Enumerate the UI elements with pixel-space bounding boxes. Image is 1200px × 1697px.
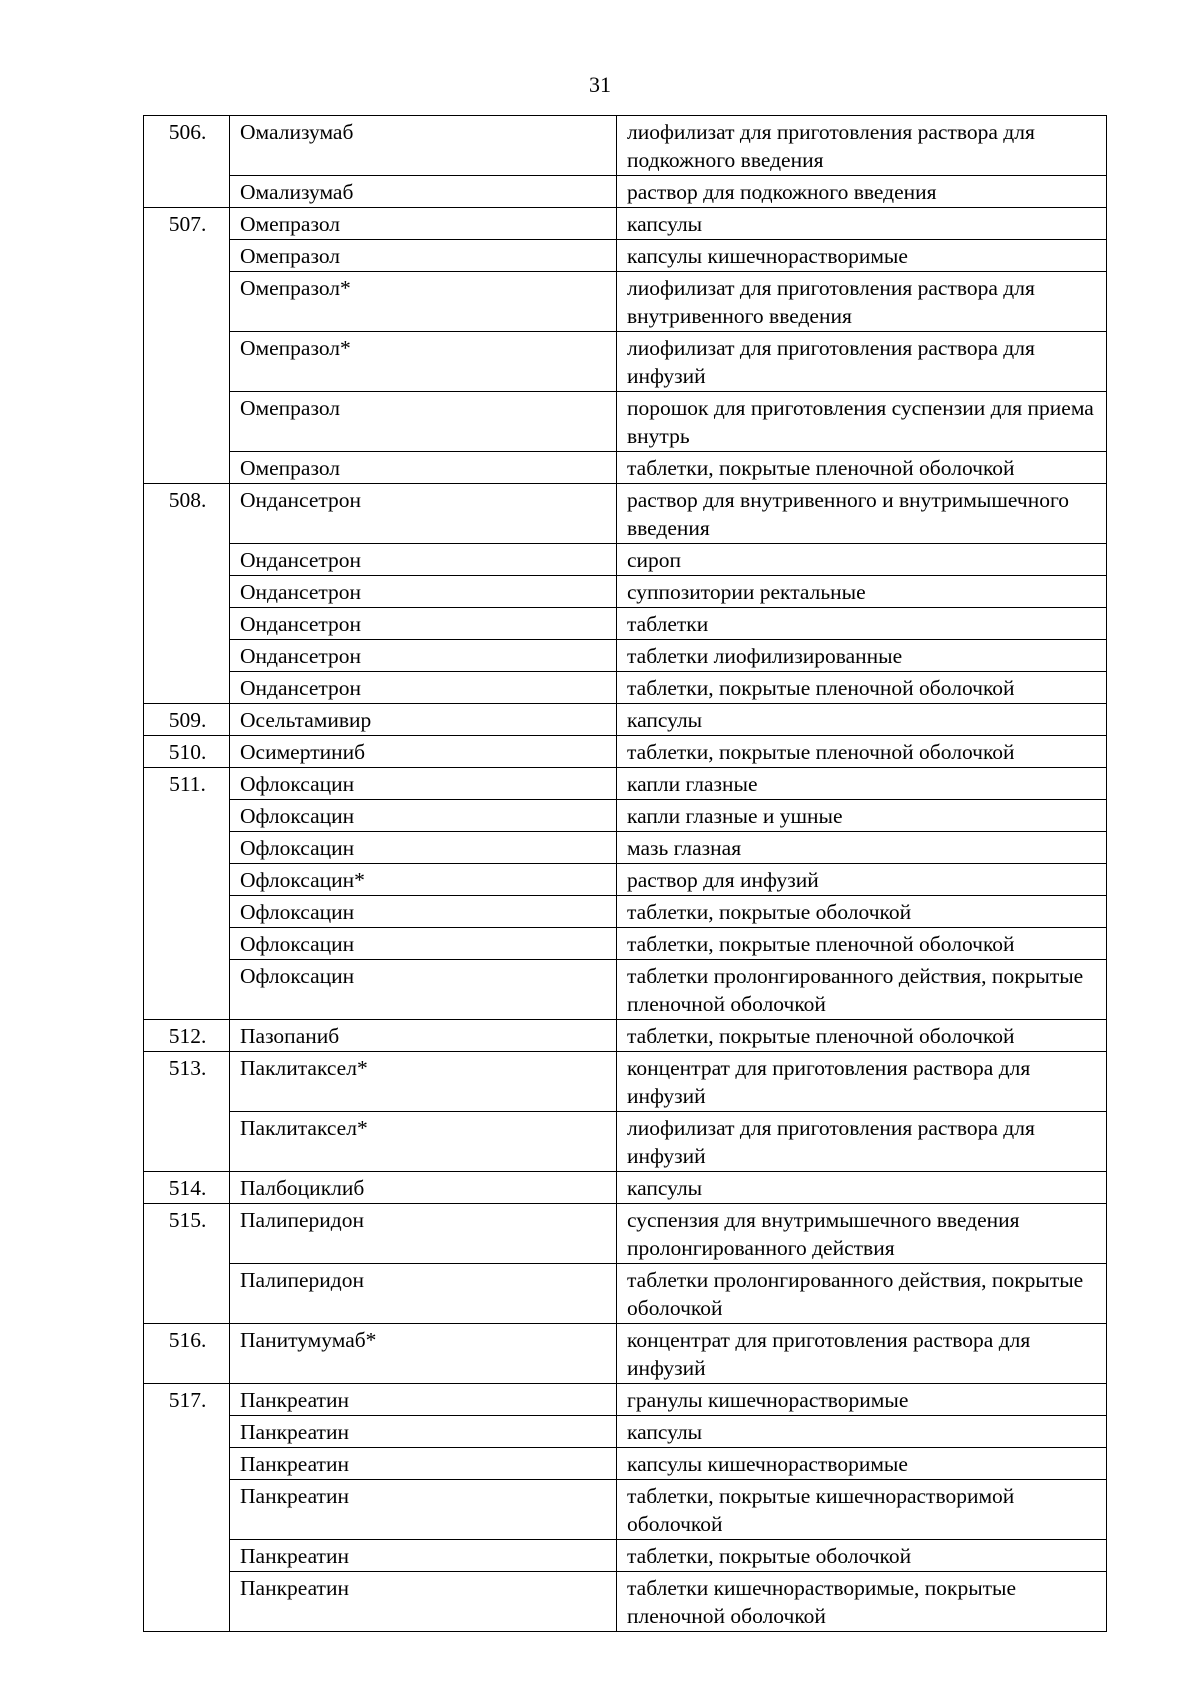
table-row	[144, 864, 1107, 896]
table-row	[144, 272, 1107, 332]
row-number-cell	[144, 544, 230, 576]
row-number-cell	[144, 800, 230, 832]
table-row	[144, 1204, 1107, 1264]
row-number-cell	[144, 176, 230, 208]
dosage-form-cell: таблетки кишечнорастворимые, покрытые пленочной оболочкой	[617, 1572, 1107, 1632]
table-row	[144, 928, 1107, 960]
table-row	[144, 1572, 1107, 1632]
dosage-form-cell: капсулы	[617, 1172, 1107, 1204]
table-row	[144, 608, 1107, 640]
row-number-cell	[144, 608, 230, 640]
table-row	[144, 640, 1107, 672]
drug-name-cell: Панкреатин	[230, 1540, 617, 1572]
row-number-cell: 515.	[144, 1204, 230, 1264]
drug-name-cell: Ондансетрон	[230, 576, 617, 608]
page-number: 31	[589, 72, 611, 97]
row-number-cell: 516.	[144, 1324, 230, 1384]
row-number-cell	[144, 332, 230, 392]
drug-name-cell: Ондансетрон	[230, 672, 617, 704]
dosage-form-cell: таблетки, покрытые оболочкой	[617, 1540, 1107, 1572]
row-number-cell	[144, 272, 230, 332]
dosage-form-cell: таблетки пролонгированного действия, покрытые оболочкой	[617, 1264, 1107, 1324]
table-row	[144, 116, 1107, 176]
dosage-form-cell: капсулы кишечнорастворимые	[617, 1448, 1107, 1480]
drug-table	[143, 115, 1107, 1632]
table-row	[144, 672, 1107, 704]
drug-name-cell: Омепразол*	[230, 332, 617, 392]
row-number-cell	[144, 1540, 230, 1572]
dosage-form-cell: таблетки, покрытые пленочной оболочкой	[617, 1020, 1107, 1052]
dosage-form-cell: мазь глазная	[617, 832, 1107, 864]
dosage-form-cell: таблетки, покрытые пленочной оболочкой	[617, 736, 1107, 768]
row-number-cell: 508.	[144, 484, 230, 544]
drug-name-cell: Омализумаб	[230, 176, 617, 208]
drug-name-cell: Ондансетрон	[230, 608, 617, 640]
row-number-cell: 512.	[144, 1020, 230, 1052]
drug-name-cell: Осельтамивир	[230, 704, 617, 736]
row-number-cell: 506.	[144, 116, 230, 176]
row-number-cell	[144, 896, 230, 928]
row-number-cell	[144, 832, 230, 864]
table-row	[144, 1264, 1107, 1324]
dosage-form-cell: капли глазные	[617, 768, 1107, 800]
drug-name-cell: Ондансетрон	[230, 640, 617, 672]
dosage-form-cell: лиофилизат для приготовления раствора для внутривенного введения	[617, 272, 1107, 332]
table-row	[144, 1324, 1107, 1384]
row-number-cell: 514.	[144, 1172, 230, 1204]
drug-name-cell: Паклитаксел*	[230, 1112, 617, 1172]
table-row	[144, 576, 1107, 608]
drug-name-cell: Панкреатин	[230, 1480, 617, 1540]
drug-name-cell: Ондансетрон	[230, 484, 617, 544]
table-row	[144, 960, 1107, 1020]
drug-name-cell: Офлоксацин	[230, 800, 617, 832]
dosage-form-cell: раствор для подкожного введения	[617, 176, 1107, 208]
drug-name-cell: Палиперидон	[230, 1204, 617, 1264]
table-row	[144, 452, 1107, 484]
table-row	[144, 1052, 1107, 1112]
drug-name-cell: Панитумумаб*	[230, 1324, 617, 1384]
row-number-cell	[144, 960, 230, 1020]
dosage-form-cell: капсулы	[617, 208, 1107, 240]
drug-name-cell: Омепразол	[230, 208, 617, 240]
row-number-cell: 510.	[144, 736, 230, 768]
dosage-form-cell: капсулы кишечнорастворимые	[617, 240, 1107, 272]
table-row	[144, 544, 1107, 576]
table-row	[144, 332, 1107, 392]
table-row	[144, 1480, 1107, 1540]
row-number-cell: 517.	[144, 1384, 230, 1416]
row-number-cell	[144, 576, 230, 608]
dosage-form-cell: таблетки, покрытые оболочкой	[617, 896, 1107, 928]
drug-name-cell: Омализумаб	[230, 116, 617, 176]
dosage-form-cell: лиофилизат для приготовления раствора для подкожного введения	[617, 116, 1107, 176]
drug-name-cell: Офлоксацин	[230, 960, 617, 1020]
dosage-form-cell: раствор для внутривенного и внутримышечного введения	[617, 484, 1107, 544]
row-number-cell: 509.	[144, 704, 230, 736]
table-row	[144, 1448, 1107, 1480]
table-row	[144, 240, 1107, 272]
drug-name-cell: Палбоциклиб	[230, 1172, 617, 1204]
drug-name-cell: Омепразол*	[230, 272, 617, 332]
drug-name-cell: Офлоксацин	[230, 832, 617, 864]
row-number-cell	[144, 672, 230, 704]
drug-name-cell: Офлоксацин*	[230, 864, 617, 896]
dosage-form-cell: лиофилизат для приготовления раствора для инфузий	[617, 1112, 1107, 1172]
drug-name-cell: Офлоксацин	[230, 928, 617, 960]
drug-name-cell: Омепразол	[230, 240, 617, 272]
drug-name-cell: Панкреатин	[230, 1416, 617, 1448]
dosage-form-cell: таблетки, покрытые пленочной оболочкой	[617, 928, 1107, 960]
table-row	[144, 1416, 1107, 1448]
table-row	[144, 1112, 1107, 1172]
table-row	[144, 1384, 1107, 1416]
row-number-cell	[144, 928, 230, 960]
drug-name-cell: Панкреатин	[230, 1572, 617, 1632]
row-number-cell	[144, 452, 230, 484]
row-number-cell	[144, 1448, 230, 1480]
table-row	[144, 704, 1107, 736]
drug-name-cell: Ондансетрон	[230, 544, 617, 576]
dosage-form-cell: таблетки пролонгированного действия, покрытые пленочной оболочкой	[617, 960, 1107, 1020]
dosage-form-cell: капсулы	[617, 704, 1107, 736]
drug-name-cell: Палиперидон	[230, 1264, 617, 1324]
table-row	[144, 484, 1107, 544]
table-row	[144, 1540, 1107, 1572]
row-number-cell: 511.	[144, 768, 230, 800]
drug-name-cell: Панкреатин	[230, 1384, 617, 1416]
row-number-cell	[144, 240, 230, 272]
table-body	[144, 116, 1107, 1632]
dosage-form-cell: лиофилизат для приготовления раствора для инфузий	[617, 332, 1107, 392]
table-row	[144, 208, 1107, 240]
drug-name-cell: Офлоксацин	[230, 768, 617, 800]
row-number-cell	[144, 1264, 230, 1324]
dosage-form-cell: сироп	[617, 544, 1107, 576]
table-row	[144, 1020, 1107, 1052]
row-number-cell: 513.	[144, 1052, 230, 1112]
dosage-form-cell: концентрат для приготовления раствора для инфузий	[617, 1324, 1107, 1384]
table-row	[144, 896, 1107, 928]
dosage-form-cell: концентрат для приготовления раствора для инфузий	[617, 1052, 1107, 1112]
dosage-form-cell: капли глазные и ушные	[617, 800, 1107, 832]
dosage-form-cell: таблетки	[617, 608, 1107, 640]
drug-name-cell: Омепразол	[230, 452, 617, 484]
row-number-cell: 507.	[144, 208, 230, 240]
dosage-form-cell: суппозитории ректальные	[617, 576, 1107, 608]
row-number-cell	[144, 1572, 230, 1632]
dosage-form-cell: гранулы кишечнорастворимые	[617, 1384, 1107, 1416]
drug-name-cell: Панкреатин	[230, 1448, 617, 1480]
drug-name-cell: Паклитаксел*	[230, 1052, 617, 1112]
row-number-cell	[144, 1112, 230, 1172]
table-row	[144, 176, 1107, 208]
row-number-cell	[144, 1416, 230, 1448]
row-number-cell	[144, 864, 230, 896]
dosage-form-cell: таблетки, покрытые пленочной оболочкой	[617, 672, 1107, 704]
dosage-form-cell: таблетки, покрытые кишечнорастворимой оболочкой	[617, 1480, 1107, 1540]
dosage-form-cell: капсулы	[617, 1416, 1107, 1448]
drug-name-cell: Омепразол	[230, 392, 617, 452]
dosage-form-cell: раствор для инфузий	[617, 864, 1107, 896]
dosage-form-cell: суспензия для внутримышечного введения пролонгированного действия	[617, 1204, 1107, 1264]
drug-name-cell: Пазопаниб	[230, 1020, 617, 1052]
table-row	[144, 800, 1107, 832]
drug-name-cell: Осимертиниб	[230, 736, 617, 768]
table-row	[144, 736, 1107, 768]
table-row	[144, 768, 1107, 800]
drug-name-cell: Офлоксацин	[230, 896, 617, 928]
dosage-form-cell: таблетки, покрытые пленочной оболочкой	[617, 452, 1107, 484]
row-number-cell	[144, 640, 230, 672]
dosage-form-cell: таблетки лиофилизированные	[617, 640, 1107, 672]
row-number-cell	[144, 392, 230, 452]
table-row	[144, 832, 1107, 864]
row-number-cell	[144, 1480, 230, 1540]
table-row	[144, 392, 1107, 452]
dosage-form-cell: порошок для приготовления суспензии для приема внутрь	[617, 392, 1107, 452]
table-row	[144, 1172, 1107, 1204]
